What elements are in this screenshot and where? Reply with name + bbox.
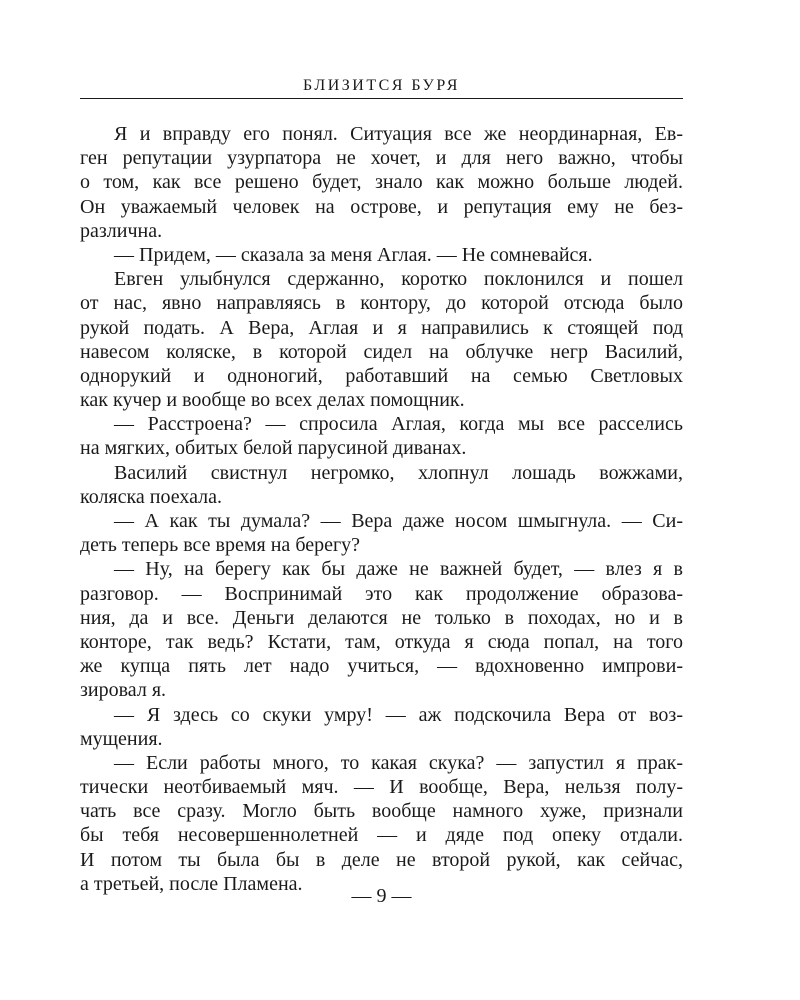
text-line: как кучер и вообще во всех делах помощник. [80,389,465,412]
header-rule [80,98,683,99]
body-text [80,122,683,896]
text-line: И потом ты была бы в деле не второй рукой, как сейчас, [80,848,683,871]
text-line: Он уважаемый человек на острове, и репутация ему не без- [80,195,683,218]
text-line: на мягких, обитых белой парусиной диванах. [80,437,467,460]
text-line: чать все сразу. Могло быть вообще намного хуже, признали [80,800,683,823]
text-line: однорукий и одноногий, работавший на семью Светловых [80,364,683,387]
text-line: — А как ты думала? — Вера даже носом шмыгнула. — Си- [114,510,683,532]
text-line: навесом коляске, в которой сидел на облучке негр Василий, [80,340,683,363]
text-line: разговор. — Воспринимай это как продолжение образова- [80,582,683,605]
text-line: — Придем, — сказала за меня Аглая. — Не сомневайся. [114,243,593,266]
text-line: коляска поехала. [80,485,222,508]
text-line: Евген улыбнулся сдержанно, коротко поклонился и пошел [114,268,683,291]
text-line: — Я здесь со скуки умру! — аж подскочила Вера от воз- [114,703,683,726]
text-line: мущения. [80,727,163,750]
text-line: ген репутации узурпатора не хочет, и для него важно, чтобы [80,147,683,170]
text-line: Василий свистнул негромко, хлопнул лошадь вожжами, [114,461,683,484]
text-line: — Если работы много, то какая скука? — запустил я прак- [114,751,683,774]
text-line: а третьей, после Пламена. [80,872,303,895]
page-number: — 9 — [351,885,412,907]
text-line: о том, как все решено будет, знало как можно больше людей. [80,171,683,194]
text-line: тически неотбиваемый мяч. — И вообще, Вера, нельзя полу- [80,776,683,799]
text-line: рукой подать. А Вера, Аглая и я направились к стоящей под [80,316,683,339]
text-line: различна. [80,219,163,242]
text-line: бы тебя несовершеннолетней — и дяде под опеку отдали. [80,824,683,847]
text-line: от нас, явно направляясь в контору, до которой отсюда было [80,292,683,315]
text-line: — Ну, на берегу как бы даже не важней будет, — влез я в [114,558,683,581]
text-line: зировал я. [80,679,167,702]
text-line: конторе, так ведь? Кстати, там, откуда я сюда попал, на того [80,630,683,653]
text-line: — Расстроена? — спросила Аглая, когда мы все расселись [114,413,683,436]
text-line: ния, да и все. Деньги делаются не только в походах, но и в [80,606,683,629]
running-header: БЛИЗИТСЯ БУРЯ [303,77,460,94]
text-line: деть теперь все время на берегу? [80,534,361,557]
text-line: же купца пять лет надо учиться, — вдохновенно импрови- [80,655,683,678]
text-line: Я и вправду его понял. Ситуация все же неординарная, Ев- [114,123,683,145]
